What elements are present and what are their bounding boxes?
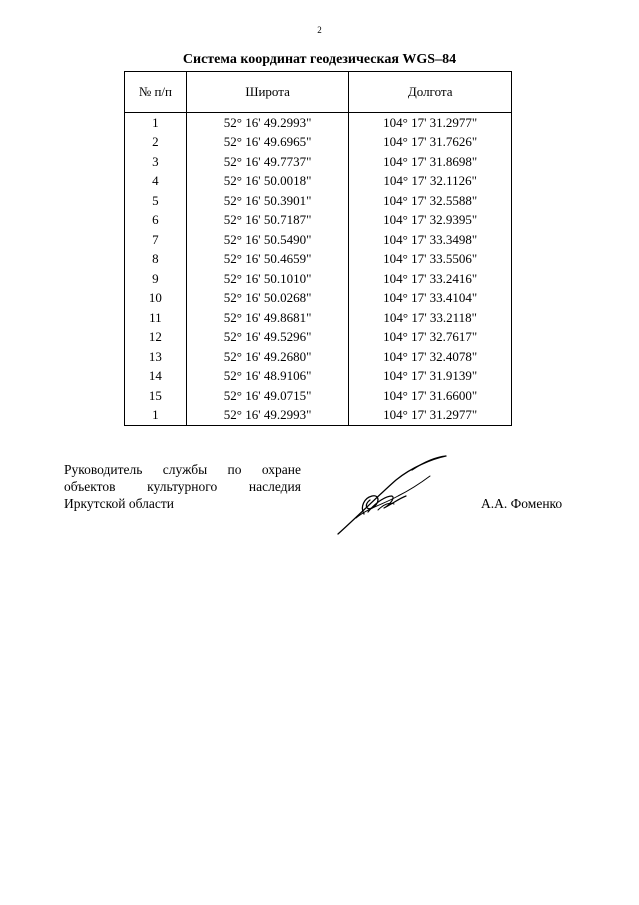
point-number: 11 — [125, 308, 187, 328]
longitude-cell: 104° 17' 33.2416" — [349, 269, 512, 289]
header-longitude: Долгота — [349, 72, 512, 113]
signer-name: А.А. Фоменко — [481, 496, 563, 511]
latitude-cell: 52° 16' 50.0268" — [186, 289, 349, 309]
latitude-cell: 52° 16' 50.0018" — [186, 172, 349, 192]
table-row — [125, 367, 512, 387]
latitude-cell: 52° 16' 49.8681" — [186, 308, 349, 328]
latitude-cell: 52° 16' 49.2680" — [186, 347, 349, 367]
table-row — [125, 133, 512, 153]
table-header-row — [125, 72, 512, 113]
point-number: 3 — [125, 152, 187, 172]
table-row — [125, 211, 512, 231]
longitude-cell: 104° 17' 32.7617" — [349, 328, 512, 348]
latitude-cell: 52° 16' 49.6965" — [186, 133, 349, 153]
latitude-cell: 52° 16' 49.2993" — [186, 113, 349, 133]
latitude-cell: 52° 16' 49.2993" — [186, 406, 349, 426]
latitude-cell: 52° 16' 50.1010" — [186, 269, 349, 289]
table-row — [125, 113, 512, 133]
header-number: № п/п — [125, 72, 187, 113]
point-number: 13 — [125, 347, 187, 367]
point-number: 15 — [125, 386, 187, 406]
handwritten-signature-icon — [334, 452, 454, 538]
latitude-cell: 52° 16' 49.7737" — [186, 152, 349, 172]
longitude-cell: 104° 17' 31.9139" — [349, 367, 512, 387]
longitude-cell: 104° 17' 33.4104" — [349, 289, 512, 309]
longitude-cell: 104° 17' 33.2118" — [349, 308, 512, 328]
point-number: 8 — [125, 250, 187, 270]
point-number: 2 — [125, 133, 187, 153]
table-row — [125, 328, 512, 348]
table-row — [125, 406, 512, 426]
latitude-cell: 52° 16' 49.0715" — [186, 386, 349, 406]
longitude-cell: 104° 17' 32.1126" — [349, 172, 512, 192]
point-number: 14 — [125, 367, 187, 387]
latitude-cell: 52° 16' 50.4659" — [186, 250, 349, 270]
longitude-cell: 104° 17' 33.5506" — [349, 250, 512, 270]
table-row — [125, 289, 512, 309]
longitude-cell: 104° 17' 31.6600" — [349, 386, 512, 406]
point-number: 1 — [125, 113, 187, 133]
table-row — [125, 308, 512, 328]
table-row — [125, 269, 512, 289]
point-number: 6 — [125, 211, 187, 231]
point-number: 12 — [125, 328, 187, 348]
table-row — [125, 347, 512, 367]
point-number: 1 — [125, 406, 187, 426]
table-row — [125, 172, 512, 192]
latitude-cell: 52° 16' 48.9106" — [186, 367, 349, 387]
longitude-cell: 104° 17' 31.2977" — [349, 113, 512, 133]
signer-position-line: Иркутской области — [64, 496, 175, 511]
point-number: 9 — [125, 269, 187, 289]
header-latitude: Широта — [186, 72, 349, 113]
page-number: 2 — [317, 25, 322, 35]
point-number: 5 — [125, 191, 187, 211]
longitude-cell: 104° 17' 32.5588" — [349, 191, 512, 211]
table-row — [125, 230, 512, 250]
latitude-cell: 52° 16' 50.7187" — [186, 211, 349, 231]
table-row — [125, 152, 512, 172]
table-row — [125, 386, 512, 406]
document-title: Система координат геодезическая WGS–84 — [182, 52, 457, 67]
signer-position-line: объектов культурного наследия — [64, 479, 301, 494]
latitude-cell: 52° 16' 50.5490" — [186, 230, 349, 250]
signer-position-line: Руководитель службы по охране — [64, 462, 301, 477]
latitude-cell: 52° 16' 50.3901" — [186, 191, 349, 211]
point-number: 4 — [125, 172, 187, 192]
longitude-cell: 104° 17' 31.8698" — [349, 152, 512, 172]
longitude-cell: 104° 17' 32.9395" — [349, 211, 512, 231]
coordinates-table — [124, 71, 512, 426]
longitude-cell: 104° 17' 31.2977" — [349, 406, 512, 426]
table-row — [125, 191, 512, 211]
point-number: 10 — [125, 289, 187, 309]
latitude-cell: 52° 16' 49.5296" — [186, 328, 349, 348]
longitude-cell: 104° 17' 32.4078" — [349, 347, 512, 367]
longitude-cell: 104° 17' 31.7626" — [349, 133, 512, 153]
point-number: 7 — [125, 230, 187, 250]
signer-position — [64, 461, 301, 512]
longitude-cell: 104° 17' 33.3498" — [349, 230, 512, 250]
table-row — [125, 250, 512, 270]
